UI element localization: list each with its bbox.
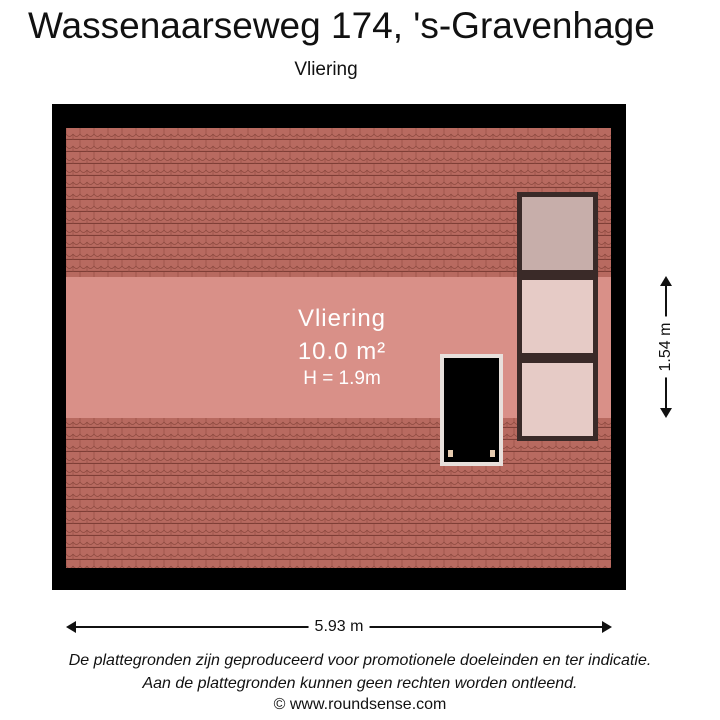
copyright-line: © www.roundsense.com xyxy=(273,696,447,713)
page-title: Wassenaarseweg 174, 's-Gravenhage xyxy=(28,5,655,46)
floor-subtitle: Vliering xyxy=(294,59,358,80)
depth-label: 1.54 m xyxy=(655,317,677,378)
arrow-right-icon xyxy=(602,621,612,633)
room-name: Vliering xyxy=(297,305,387,332)
arrow-down-icon xyxy=(660,408,672,418)
width-dimension xyxy=(66,615,612,639)
disclaimer-line-2: Aan de plattegronden kunnen geen rechten worden ontleend. xyxy=(142,675,578,692)
room-area: 10.0 m² xyxy=(297,338,387,365)
arrow-up-icon xyxy=(660,276,672,286)
skylight-window-icon xyxy=(517,192,598,441)
depth-dimension xyxy=(654,276,678,418)
room-height: H = 1.9m xyxy=(303,368,381,389)
arrow-left-icon xyxy=(66,621,76,633)
attic-hatch-icon xyxy=(440,354,503,466)
disclaimer-line-1: De plattegronden zijn geproduceerd voor promotionele doeleinden en ter indicatie. xyxy=(68,652,652,669)
width-label: 5.93 m xyxy=(309,615,370,639)
